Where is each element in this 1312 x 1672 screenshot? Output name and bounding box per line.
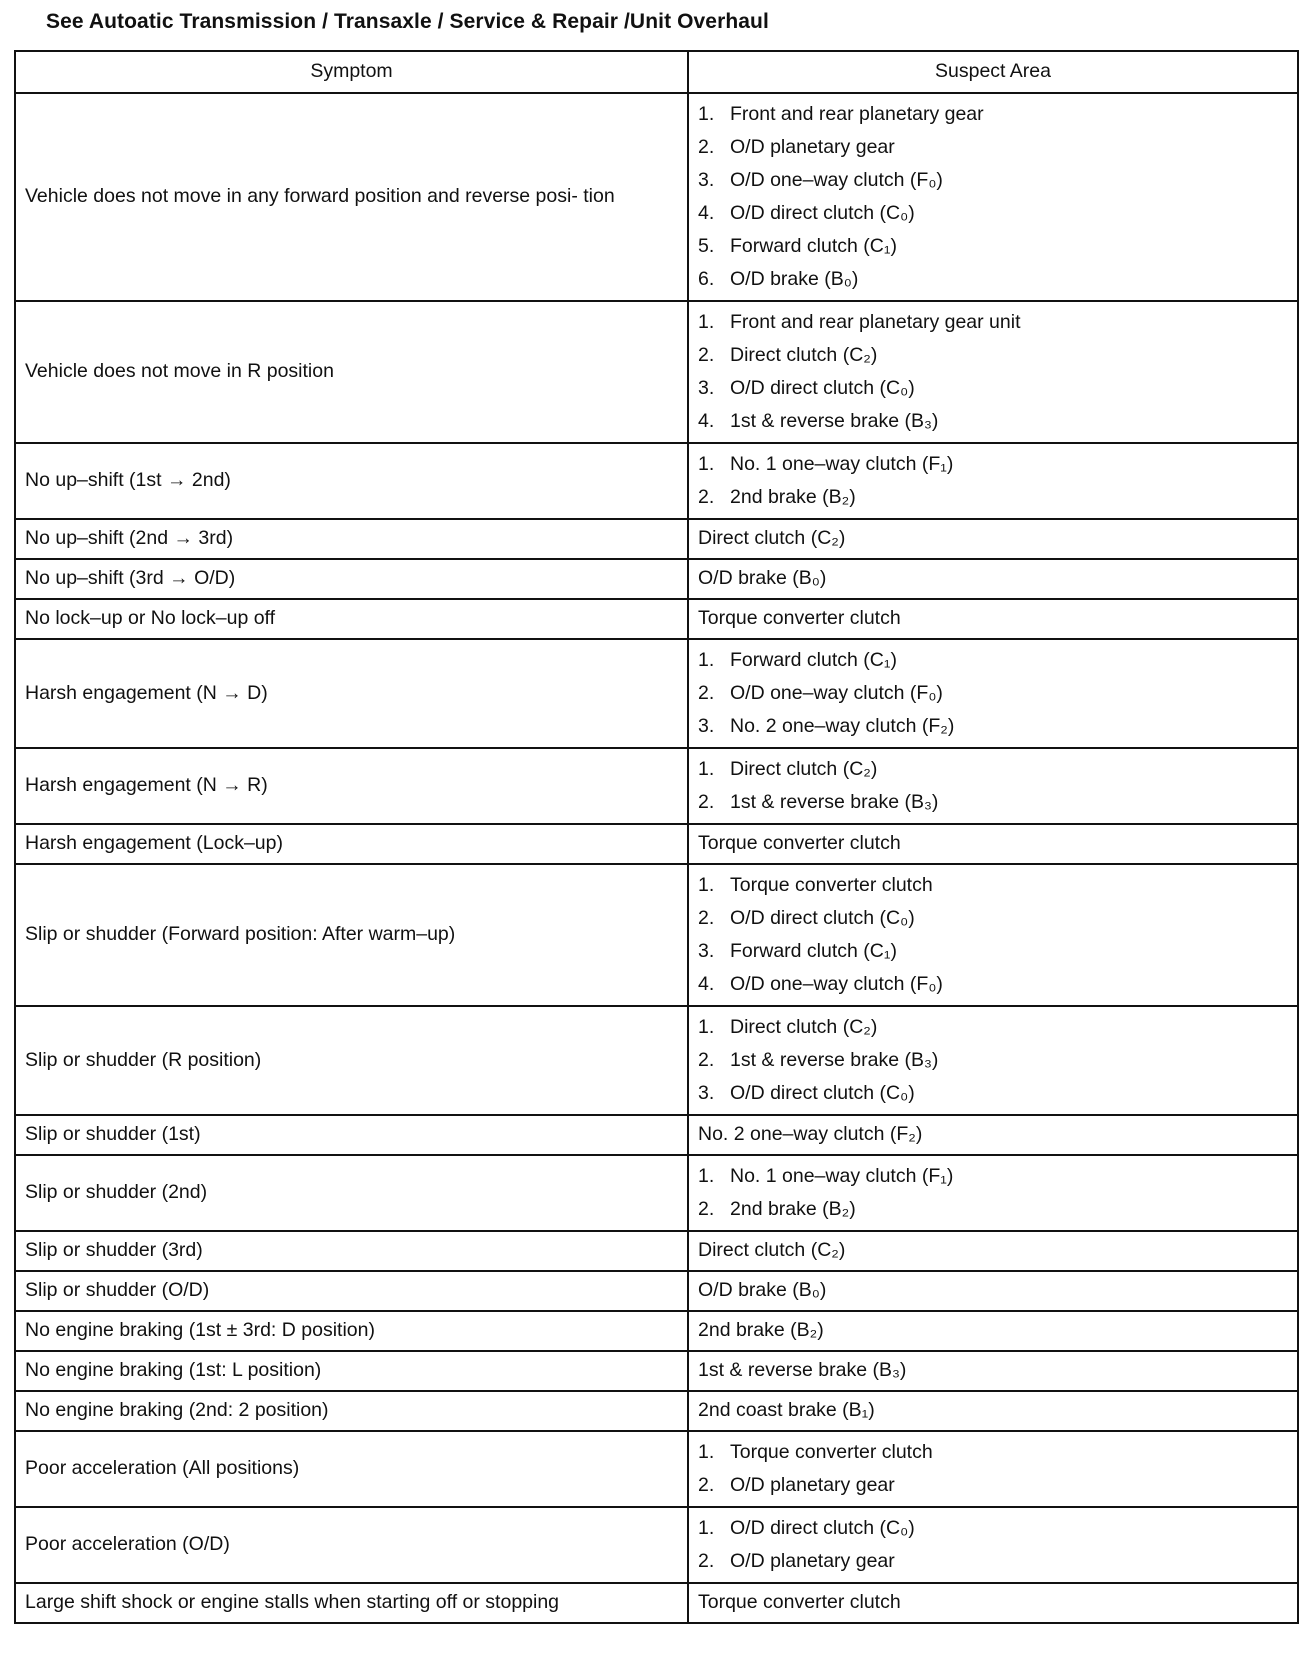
suspect-area-cell: Torque converter clutch <box>688 599 1298 639</box>
item-number: 4. <box>698 202 715 224</box>
table-row <box>15 824 1298 864</box>
item-number: 3. <box>698 377 715 399</box>
suspect-list-item <box>698 968 1288 1001</box>
suspect-list-item <box>698 131 1288 164</box>
symptom-cell: Harsh engagement (N → R) <box>15 748 688 824</box>
suspect-list-item <box>698 230 1288 263</box>
suspect-list <box>698 1512 1288 1578</box>
item-number: 4. <box>698 973 715 995</box>
item-number: 2. <box>698 1474 715 1496</box>
item-text: O/D brake (B₀) <box>730 268 859 290</box>
suspect-list-item <box>698 164 1288 197</box>
suspect-list-item <box>698 1545 1288 1578</box>
suspect-list-item <box>698 869 1288 902</box>
table-row <box>15 443 1298 519</box>
symptom-cell: Vehicle does not move in any forward position and reverse posi- tion <box>15 93 688 301</box>
suspect-list-item <box>698 339 1288 372</box>
item-number: 3. <box>698 940 715 962</box>
item-number: 1. <box>698 649 715 671</box>
table-row <box>15 748 1298 824</box>
symptom-cell: Large shift shock or engine stalls when starting off or stopping <box>15 1583 688 1623</box>
item-number: 1. <box>698 453 715 475</box>
suspect-list-item <box>698 306 1288 339</box>
suspect-list <box>698 753 1288 819</box>
suspect-list-item <box>698 448 1288 481</box>
symptom-cell: Slip or shudder (O/D) <box>15 1271 688 1311</box>
suspect-area-cell: Torque converter clutch <box>688 824 1298 864</box>
table-row <box>15 1507 1298 1583</box>
suspect-list-item <box>698 98 1288 131</box>
table-row <box>15 301 1298 443</box>
item-text: O/D direct clutch (C₀) <box>730 1082 915 1104</box>
suspect-list-item <box>698 902 1288 935</box>
table-row <box>15 864 1298 1006</box>
item-number: 2. <box>698 682 715 704</box>
item-number: 2. <box>698 791 715 813</box>
symptom-cell: Slip or shudder (R position) <box>15 1006 688 1115</box>
item-text: 2nd brake (B₂) <box>730 486 856 508</box>
item-text: Torque converter clutch <box>730 1441 933 1463</box>
item-number: 2. <box>698 907 715 929</box>
symptom-cell: No up–shift (2nd → 3rd) <box>15 519 688 559</box>
item-number: 1. <box>698 874 715 896</box>
symptom-cell: No engine braking (2nd: 2 position) <box>15 1391 688 1431</box>
suspect-area-cell <box>688 1155 1298 1231</box>
suspect-list-item <box>698 677 1288 710</box>
suspect-area-cell: Direct clutch (C₂) <box>688 519 1298 559</box>
suspect-list <box>698 98 1288 296</box>
suspect-list-item <box>698 1469 1288 1502</box>
suspect-list-item <box>698 1160 1288 1193</box>
table-row <box>15 1391 1298 1431</box>
table-row <box>15 1231 1298 1271</box>
item-text: O/D direct clutch (C₀) <box>730 907 915 929</box>
suspect-list-item <box>698 481 1288 514</box>
symptom-cell: No up–shift (3rd → O/D) <box>15 559 688 599</box>
symptom-cell: No up–shift (1st → 2nd) <box>15 443 688 519</box>
suspect-list <box>698 448 1288 514</box>
suspect-area-cell: O/D brake (B₀) <box>688 1271 1298 1311</box>
suspect-list-item <box>698 1044 1288 1077</box>
item-text: O/D one–way clutch (F₀) <box>730 169 943 191</box>
item-text: O/D direct clutch (C₀) <box>730 377 915 399</box>
item-number: 1. <box>698 1441 715 1463</box>
item-number: 1. <box>698 1165 715 1187</box>
suspect-list-item <box>698 263 1288 296</box>
suspect-area-cell <box>688 864 1298 1006</box>
item-text: O/D planetary gear <box>730 1474 895 1496</box>
suspect-list-item <box>698 1193 1288 1226</box>
item-number: 1. <box>698 1016 715 1038</box>
symptom-cell: Poor acceleration (All positions) <box>15 1431 688 1507</box>
symptom-cell: Harsh engagement (Lock–up) <box>15 824 688 864</box>
symptom-cell: No engine braking (1st: L position) <box>15 1351 688 1391</box>
item-text: Forward clutch (C₁) <box>730 235 897 257</box>
item-number: 5. <box>698 235 715 257</box>
suspect-list <box>698 1011 1288 1110</box>
item-number: 2. <box>698 136 715 158</box>
suspect-list-item <box>698 1436 1288 1469</box>
suspect-list-item <box>698 1512 1288 1545</box>
table-row <box>15 1311 1298 1351</box>
item-text: No. 1 one–way clutch (F₁) <box>730 1165 954 1187</box>
suspect-list-item <box>698 1077 1288 1110</box>
suspect-area-cell <box>688 1006 1298 1115</box>
item-number: 6. <box>698 268 715 290</box>
symptom-cell: Slip or shudder (2nd) <box>15 1155 688 1231</box>
suspect-area-column-header: Suspect Area <box>688 51 1298 93</box>
table-row <box>15 1583 1298 1623</box>
item-number: 4. <box>698 410 715 432</box>
item-text: 1st & reverse brake (B₃) <box>730 791 939 813</box>
suspect-area-cell: 1st & reverse brake (B₃) <box>688 1351 1298 1391</box>
suspect-area-cell <box>688 748 1298 824</box>
symptom-cell: Slip or shudder (Forward position: After warm–up) <box>15 864 688 1006</box>
item-text: 2nd brake (B₂) <box>730 1198 856 1220</box>
suspect-list-item <box>698 710 1288 743</box>
item-text: No. 1 one–way clutch (F₁) <box>730 453 954 475</box>
symptom-cell: Vehicle does not move in R position <box>15 301 688 443</box>
page-heading: See Autoatic Transmission / Transaxle / Service & Repair /Unit Overhaul <box>46 10 769 33</box>
suspect-list-item <box>698 1011 1288 1044</box>
diagnosis-table <box>14 50 1299 1624</box>
item-number: 3. <box>698 715 715 737</box>
item-number: 3. <box>698 169 715 191</box>
suspect-area-cell <box>688 1507 1298 1583</box>
suspect-list-item <box>698 644 1288 677</box>
table-row <box>15 1006 1298 1115</box>
suspect-list-item <box>698 372 1288 405</box>
symptom-cell: Poor acceleration (O/D) <box>15 1507 688 1583</box>
table-row <box>15 599 1298 639</box>
suspect-list <box>698 1160 1288 1226</box>
item-text: Direct clutch (C₂) <box>730 1016 878 1038</box>
suspect-area-cell: Direct clutch (C₂) <box>688 1231 1298 1271</box>
item-number: 2. <box>698 1198 715 1220</box>
table-row <box>15 519 1298 559</box>
table-row <box>15 559 1298 599</box>
item-text: 1st & reverse brake (B₃) <box>730 410 939 432</box>
item-text: No. 2 one–way clutch (F₂) <box>730 715 955 737</box>
item-number: 1. <box>698 1517 715 1539</box>
item-number: 3. <box>698 1082 715 1104</box>
suspect-list <box>698 1436 1288 1502</box>
item-text: Forward clutch (C₁) <box>730 940 897 962</box>
item-number: 1. <box>698 103 715 125</box>
item-text: Forward clutch (C₁) <box>730 649 897 671</box>
symptom-cell: Harsh engagement (N → D) <box>15 639 688 748</box>
suspect-list-item <box>698 786 1288 819</box>
item-text: Direct clutch (C₂) <box>730 344 878 366</box>
item-text: Front and rear planetary gear <box>730 103 984 125</box>
item-text: Direct clutch (C₂) <box>730 758 878 780</box>
suspect-area-cell: 2nd coast brake (B₁) <box>688 1391 1298 1431</box>
item-text: O/D one–way clutch (F₀) <box>730 973 943 995</box>
suspect-area-cell: 2nd brake (B₂) <box>688 1311 1298 1351</box>
symptom-cell: Slip or shudder (3rd) <box>15 1231 688 1271</box>
item-text: O/D planetary gear <box>730 136 895 158</box>
item-number: 2. <box>698 1550 715 1572</box>
table-row <box>15 1155 1298 1231</box>
suspect-list <box>698 644 1288 743</box>
item-text: O/D one–way clutch (F₀) <box>730 682 943 704</box>
item-text: Front and rear planetary gear unit <box>730 311 1021 333</box>
table-row <box>15 1271 1298 1311</box>
item-text: O/D planetary gear <box>730 1550 895 1572</box>
suspect-area-cell: Torque converter clutch <box>688 1583 1298 1623</box>
item-number: 2. <box>698 344 715 366</box>
suspect-list <box>698 869 1288 1001</box>
symptom-cell: No engine braking (1st ± 3rd: D position) <box>15 1311 688 1351</box>
suspect-area-cell <box>688 1431 1298 1507</box>
table-row <box>15 1351 1298 1391</box>
item-number: 1. <box>698 758 715 780</box>
item-text: O/D direct clutch (C₀) <box>730 202 915 224</box>
symptom-cell: Slip or shudder (1st) <box>15 1115 688 1155</box>
header-row <box>15 51 1298 93</box>
suspect-list <box>698 306 1288 438</box>
table-header <box>15 51 1298 93</box>
suspect-area-cell: No. 2 one–way clutch (F₂) <box>688 1115 1298 1155</box>
suspect-list-item <box>698 197 1288 230</box>
suspect-list-item <box>698 753 1288 786</box>
suspect-area-cell: O/D brake (B₀) <box>688 559 1298 599</box>
item-text: 1st & reverse brake (B₃) <box>730 1049 939 1071</box>
symptom-cell: No lock–up or No lock–up off <box>15 599 688 639</box>
suspect-area-cell <box>688 443 1298 519</box>
table-row <box>15 93 1298 301</box>
suspect-list-item <box>698 405 1288 438</box>
table-row <box>15 1115 1298 1155</box>
item-number: 2. <box>698 1049 715 1071</box>
suspect-area-cell <box>688 301 1298 443</box>
item-text: O/D direct clutch (C₀) <box>730 1517 915 1539</box>
table-row <box>15 639 1298 748</box>
suspect-list-item <box>698 935 1288 968</box>
item-number: 2. <box>698 486 715 508</box>
suspect-area-cell <box>688 93 1298 301</box>
table-row <box>15 1431 1298 1507</box>
suspect-area-cell <box>688 639 1298 748</box>
symptom-column-header: Symptom <box>15 51 688 93</box>
item-text: Torque converter clutch <box>730 874 933 896</box>
table-body <box>15 93 1298 1623</box>
item-number: 1. <box>698 311 715 333</box>
